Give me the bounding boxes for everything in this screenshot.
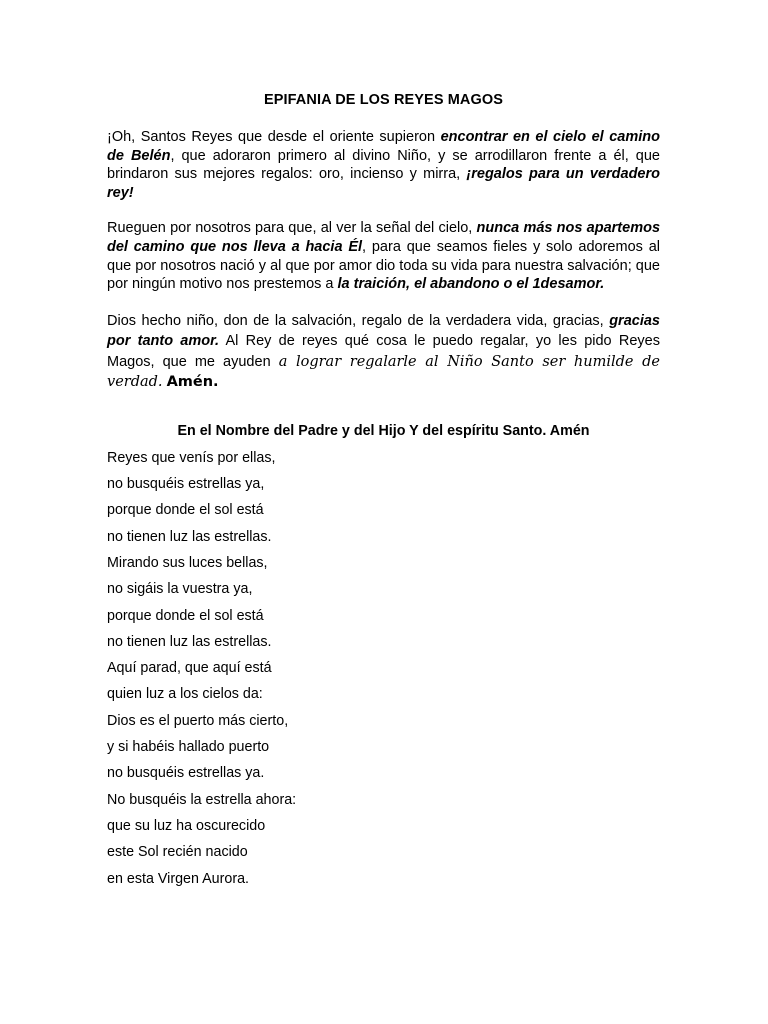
paragraph-1-text-1: ¡Oh, Santos Reyes que desde el oriente supieron [107,129,441,145]
verse-line: Aquí parad, que aquí está [107,660,272,677]
verse-line: no busquéis estrellas ya, [107,476,265,493]
paragraph-1-emphasis-2: ¡regalos para un verdadero rey! [107,166,660,201]
paragraph-3-italic-1: a lograr regalarle al Niño Santo ser humilde de verdad. [107,353,660,391]
verse-line: no busquéis estrellas ya. [107,765,265,782]
paragraph-2-text-2: , para que seamos fieles y solo adoremos al que por nosotros nació y al que por amor dio toda su vida para nuestra salvación; que por ningún motivo nos prestemos a [107,238,660,293]
document-page [107,90,660,892]
paragraph-2-emphasis-1: nunca más nos apartemos del camino que nos lleva a hacia Él [107,220,661,255]
paragraph-3-text-2: Al Rey de reyes qué cosa le puedo regalar, yo les pido Reyes Magos, que me ayuden [107,333,660,370]
verse-line: este Sol recién nacido [107,844,248,861]
verse-line: porque donde el sol está [107,607,264,624]
prayer-paragraph-2 [107,219,660,293]
verse-line: Dios es el puerto más cierto, [107,712,289,729]
paragraph-1-emphasis-1: encontrar en el cielo el camino de Belén [107,129,660,164]
verse-line: no sigáis la vuestra ya, [107,581,253,598]
prayer-paragraph-3 [107,311,660,393]
paragraph-3-amen: Amén. [166,374,219,391]
prayer-paragraph-1 [107,128,660,202]
verse-line: no tienen luz las estrellas. [107,528,272,545]
paragraph-3-emphasis-1: gracias por tanto amor. [107,312,660,350]
verse-line: en esta Virgen Aurora. [107,870,250,887]
verse-line: quien luz a los cielos da: [107,686,263,703]
paragraph-2-emphasis-2: la traición, el abandono o el 1desamor. [337,276,605,293]
paragraph-2-text-1: Rueguen por nosotros para que, al ver la señal del cielo, [107,220,477,237]
poem-verses [107,445,660,892]
blessing-line: En el Nombre del Padre y del Hijo Y del espíritu Santo. Amén [177,422,590,439]
verse-line: que su luz ha oscurecido [107,817,266,834]
verse-line: No busquéis la estrella ahora: [107,791,297,808]
verse-line: no tienen luz las estrellas. [107,633,272,650]
verse-line: Mirando sus luces bellas, [107,554,268,571]
verse-line: porque donde el sol está [107,502,264,519]
verse-line: y si habéis hallado puerto [107,739,270,756]
verse-line: Reyes que venís por ellas, [107,449,276,466]
paragraph-3-text-1: Dios hecho niño, don de la salvación, regalo de la verdadera vida, gracias, [107,312,610,329]
document-title: EPIFANIA DE LOS REYES MAGOS [263,92,504,108]
paragraph-1-text-2: , que adoraron primero al divino Niño, y se arrodillaron frente a él, que brindaron sus mejores regalos: oro, incienso y mirra, [107,147,660,183]
